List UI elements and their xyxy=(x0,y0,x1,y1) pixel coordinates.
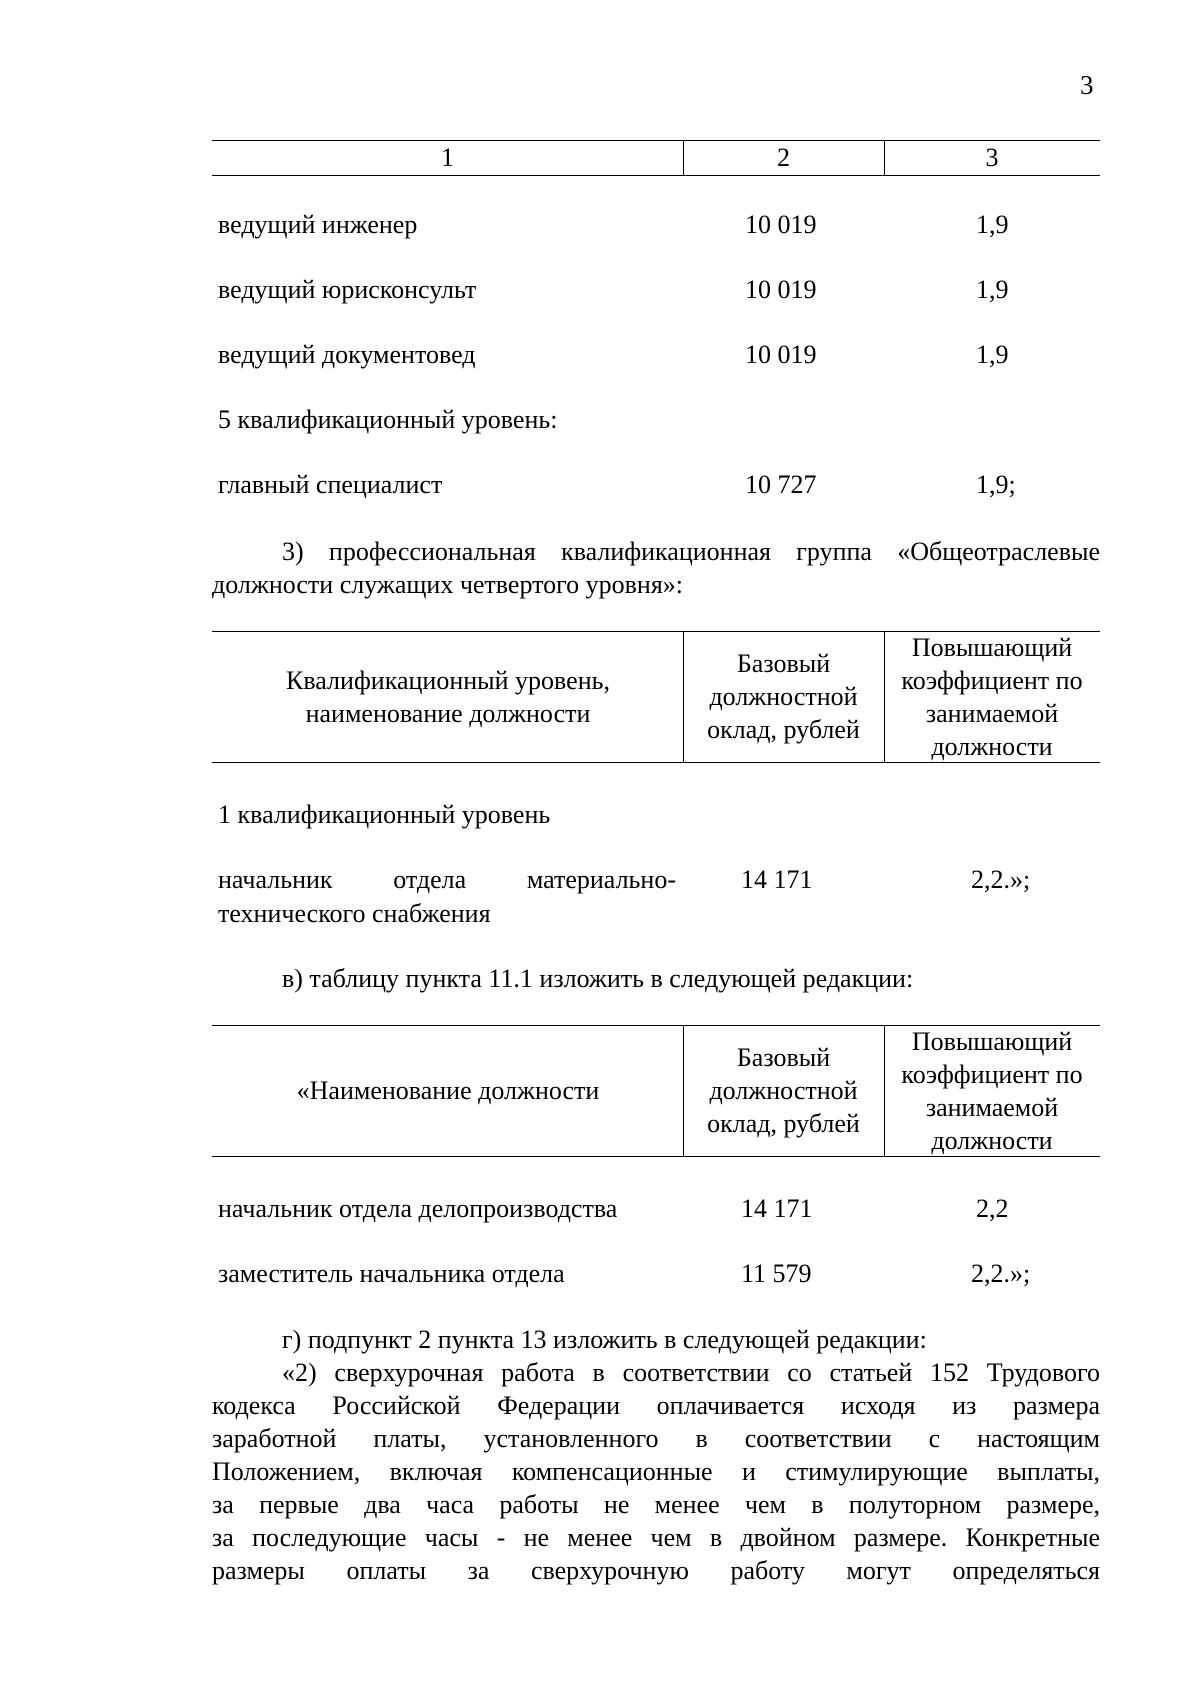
coefficient: 2,2.»; xyxy=(971,865,1031,894)
column-header: Базовый должностной оклад, рублей xyxy=(707,649,860,744)
table-column-divider xyxy=(683,631,684,762)
position-name: заместитель начальника отдела xyxy=(218,1259,565,1288)
table-column-divider xyxy=(884,1025,885,1156)
column-header: «Наименование должности xyxy=(296,1076,600,1105)
table-top-border xyxy=(212,140,1100,141)
position-name: главный специалист xyxy=(218,470,443,499)
coefficient: 1,9 xyxy=(976,340,1009,369)
paragraph-line: за первые два часа работы не менее чем в полуторном размере, xyxy=(212,1490,1100,1519)
base-salary: 10 019 xyxy=(745,340,817,369)
base-salary: 11 579 xyxy=(741,1259,812,1288)
base-salary: 10 019 xyxy=(745,275,817,304)
table-column-divider xyxy=(884,631,885,762)
column-header: Повышающий коэффициент по занимаемой должности xyxy=(901,1027,1083,1155)
qualification-level: 5 квалификационный уровень: xyxy=(218,405,558,434)
column-number: 3 xyxy=(985,143,999,172)
coefficient: 1,9; xyxy=(976,470,1016,499)
table-column-divider xyxy=(683,1025,684,1156)
column-header: Квалификационный уровень, наименование должности xyxy=(286,666,610,728)
position-name: ведущий инженер xyxy=(218,210,418,239)
paragraph-line: должности служащих четвертого уровня»: xyxy=(212,570,684,599)
paragraph-line: размеры оплаты за сверхурочную работу могут определяться xyxy=(212,1556,1100,1585)
coefficient: 2,2.»; xyxy=(971,1259,1031,1288)
paragraph-line: Положением, включая компенсационные и стимулирующие выплаты, xyxy=(212,1457,1100,1486)
position-name-line: технического снабжения xyxy=(218,899,491,928)
page-number: 3 xyxy=(1080,70,1094,100)
table-header-bottom-border xyxy=(212,175,1100,176)
column-header: Повышающий коэффициент по занимаемой должности xyxy=(901,633,1083,761)
coefficient: 1,9 xyxy=(976,210,1009,239)
paragraph-line: заработной платы, установленного в соответствии с настоящим xyxy=(212,1424,1100,1453)
position-name: ведущий документовед xyxy=(218,340,476,369)
paragraph-line: в) таблицу пункта 11.1 изложить в следующей редакции: xyxy=(282,964,914,993)
column-header: Базовый должностной оклад, рублей xyxy=(707,1043,860,1138)
coefficient: 2,2 xyxy=(976,1194,1009,1223)
base-salary: 14 171 xyxy=(741,1194,813,1223)
qualification-level: 1 квалификационный уровень xyxy=(218,800,551,829)
paragraph-line: «2) сверхурочная работа в соответствии со статьей 152 Трудового xyxy=(282,1358,1100,1387)
paragraph-line: за последующие часы - не менее чем в двойном размере. Конкретные xyxy=(212,1523,1100,1552)
paragraph-line: 3) профессиональная квалификационная группа «Общеотраслевые xyxy=(282,537,1100,566)
position-name: ведущий юрисконсульт xyxy=(218,275,477,304)
base-salary: 10 727 xyxy=(745,470,817,499)
base-salary: 14 171 xyxy=(741,865,813,894)
column-number: 1 xyxy=(441,143,454,172)
word: начальник xyxy=(218,865,333,894)
paragraph-line: кодекса Российской Федерации оплачивается исходя из размера xyxy=(212,1391,1100,1420)
base-salary: 10 019 xyxy=(745,210,817,239)
word: отдела xyxy=(393,865,467,894)
coefficient: 1,9 xyxy=(976,275,1009,304)
column-number: 2 xyxy=(777,143,790,172)
position-name: начальник отдела делопроизводства xyxy=(218,1194,618,1223)
paragraph-line: г) подпункт 2 пункта 13 изложить в следующей редакции: xyxy=(282,1325,927,1354)
position-name-line xyxy=(218,864,676,896)
word: материально- xyxy=(526,865,676,894)
